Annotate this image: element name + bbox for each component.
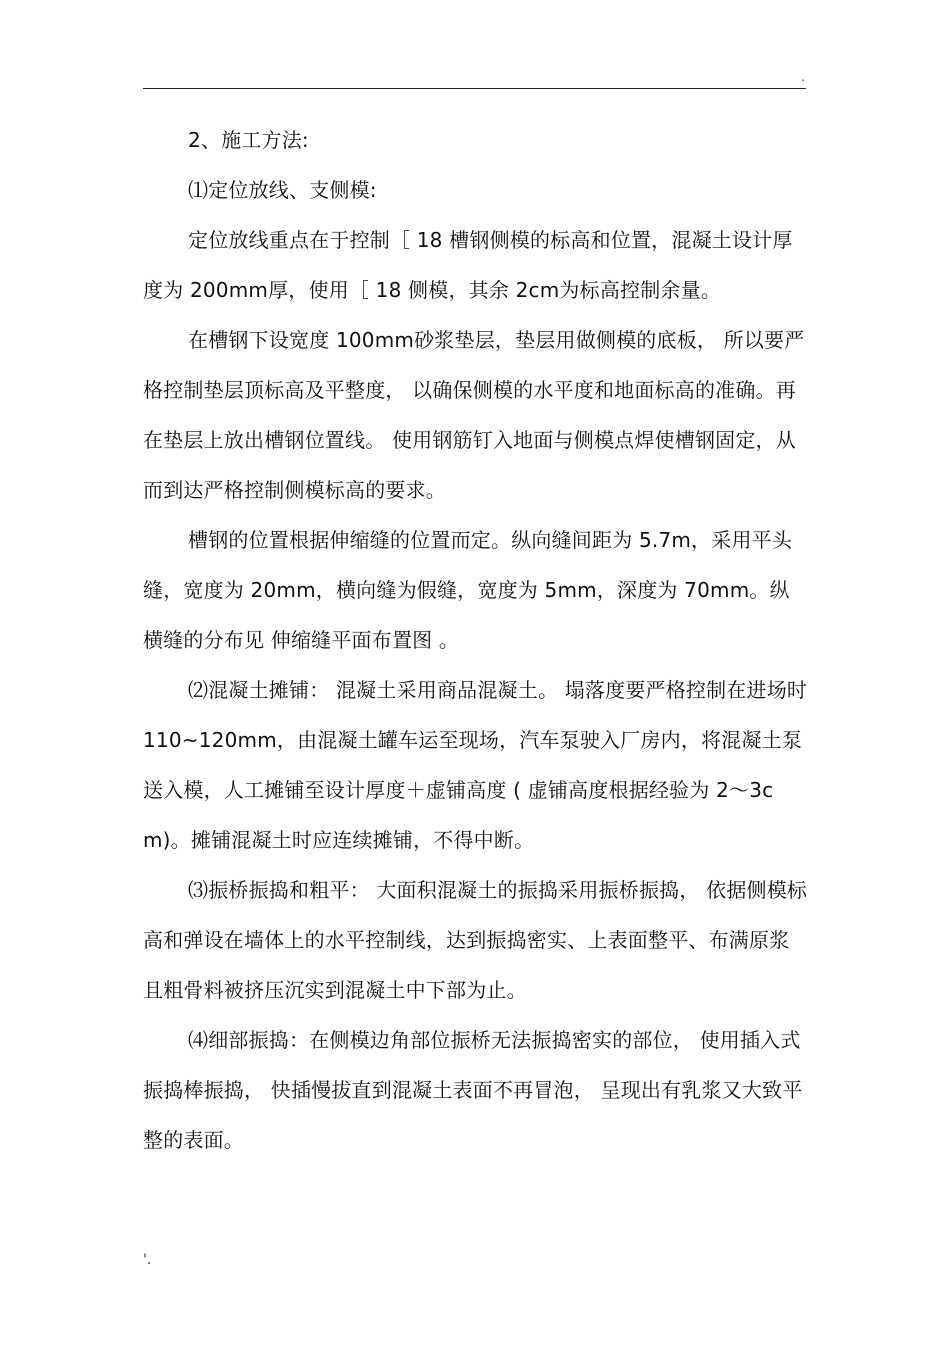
paragraph: 定位放线重点在于控制［ 18 槽钢侧模的标高和位置，混凝土设计厚度为 200mm厚，使用［ 18 侧模，其余 2cm为标高控制余量。 (143, 228, 793, 302)
header-rule (143, 88, 806, 89)
paragraph: 槽钢的位置根据伸缩缝的位置而定。纵向缝间距为 5.7m，采用平头缝，宽度为 20mm，横向缝为假缝，宽度为 5mm，深度为 70mm。纵横缝的分布见 伸缩缝平面布置图 。 (143, 528, 793, 652)
paragraph: ⑷细部振捣：在侧模边角部位振桥无法振捣密实的部位， 使用插入式振捣棒振捣， 快插慢拔直到混凝土表面不再冒泡， 呈现出有乳浆又大致平整的表面。 (143, 1028, 803, 1152)
paragraph: ⑶振桥振捣和粗平： 大面积混凝土的振捣采用振桥振捣， 依据侧模标高和弹设在墙体上的水平控制线，达到振捣密实、上表面整平、布满原浆且粗骨料被挤压沉实到混凝土中下部为止。 (143, 878, 808, 1002)
paragraph: ⑵混凝土摊铺： 混凝土采用商品混凝土。 塌落度要严格控制在进场时 110~120mm，由混凝土罐车运至现场，汽车泵驶入厂房内，将混凝土泵送入模，人工摊铺至设计厚度＋虚铺高度 ( 虚铺高度根据经验为 2～3cm)。摊铺混凝土时应连续摊铺，不得中断。 (143, 678, 808, 852)
header-mark: . (801, 70, 805, 84)
document-body (143, 115, 808, 1165)
paragraph: 在槽钢下设宽度 100mm砂浆垫层，垫层用做侧模的底板， 所以要严格控制垫层顶标高及平整度， 以确保侧模的水平度和地面标高的准确。再在垫层上放出槽钢位置线。 使用钢筋钉入地面与侧模点焊使槽钢固定，从而到达严格控制侧模标高的要求。 (143, 328, 805, 502)
subsection-heading: ⑴定位放线、支侧模: (188, 178, 377, 202)
footer-mark: '. (143, 1252, 152, 1268)
section-heading: 2、施工方法: (188, 128, 309, 152)
